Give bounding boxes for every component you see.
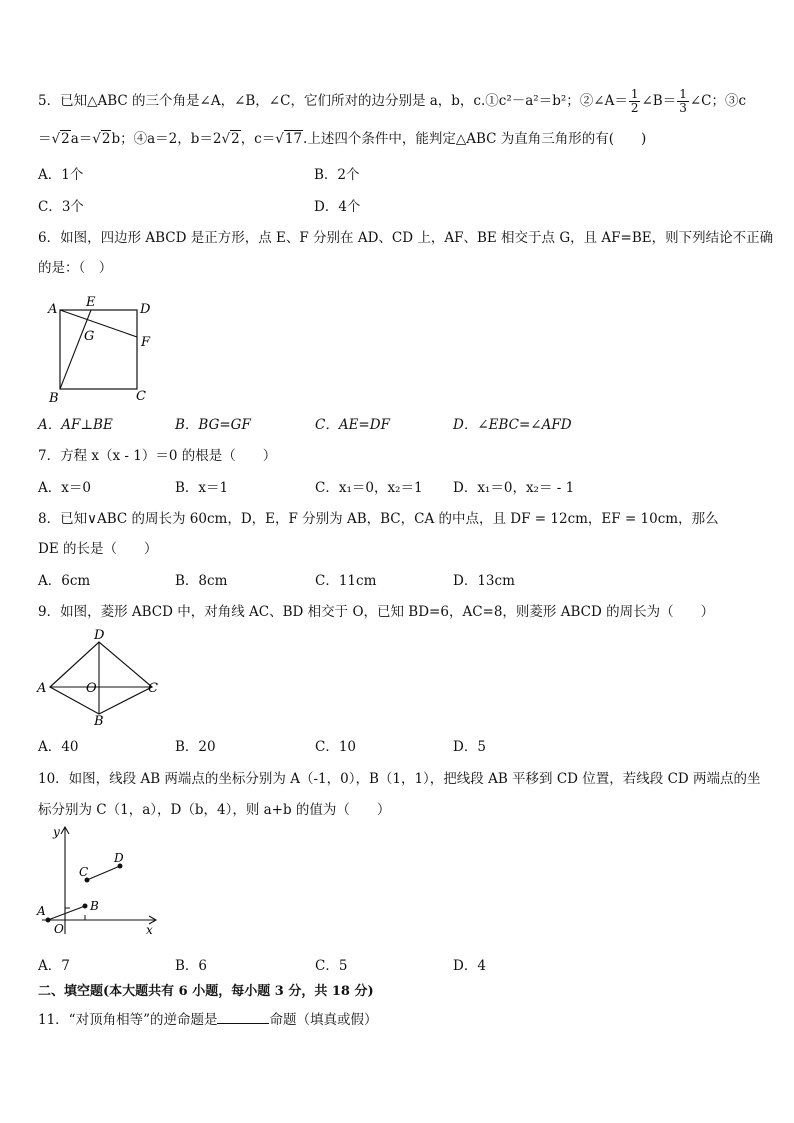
answer-blank[interactable] bbox=[217, 1009, 269, 1024]
q5-option-d[interactable]: D．4个 bbox=[314, 199, 361, 215]
q7-option-d[interactable]: D．x₁＝0，x₂＝ - 1 bbox=[453, 480, 575, 496]
q7-option-a[interactable]: A．x＝0 bbox=[38, 480, 91, 496]
q10-option-c[interactable]: C．5 bbox=[315, 958, 348, 974]
sqrt-symbol: √17 bbox=[275, 131, 303, 147]
q10-line1: 10．如图，线段 AB 两端点的坐标分别为 A（-1，0），B（1，1），把线段 AB 平移到 CD 位置，若线段 CD 两端点的坐 bbox=[38, 771, 761, 787]
q8-option-c[interactable]: C．11cm bbox=[315, 573, 377, 589]
q6-option-b[interactable]: B．BG=GF bbox=[175, 417, 251, 433]
coordinate-figure bbox=[34, 822, 164, 942]
q5-text: ∠B＝ bbox=[641, 93, 677, 109]
label-e: E bbox=[86, 295, 96, 310]
label-c: C bbox=[148, 681, 158, 696]
q8-option-a[interactable]: A．6cm bbox=[38, 573, 91, 589]
q5-option-a[interactable]: A．1个 bbox=[38, 167, 84, 183]
segment-cd bbox=[87, 866, 120, 880]
label-x: x bbox=[146, 923, 153, 937]
q5-text: a＝ bbox=[70, 131, 93, 147]
q5-option-c[interactable]: C．3个 bbox=[38, 199, 84, 215]
q7-line1: 7．方程 x（x - 1）＝0 的根是（ ） bbox=[38, 448, 277, 464]
q9-option-a[interactable]: A．40 bbox=[38, 739, 79, 755]
label-a: A bbox=[48, 302, 58, 317]
label-c: C bbox=[79, 865, 89, 879]
q7-option-c[interactable]: C．x₁＝0，x₂＝1 bbox=[315, 480, 423, 496]
q8-option-d[interactable]: D．13cm bbox=[453, 573, 515, 589]
frac-den: 3 bbox=[679, 101, 687, 115]
label-b: B bbox=[49, 391, 59, 406]
fraction-half bbox=[629, 88, 641, 115]
q5-text: .上述四个条件中，能判定△ABC 为直角三角形的有( ) bbox=[303, 131, 647, 147]
q10-option-a[interactable]: A．7 bbox=[38, 958, 70, 974]
q5-text: ＝ bbox=[38, 131, 52, 147]
sqrt-symbol: √2 bbox=[51, 131, 70, 147]
q11-text: 命题（填真或假） bbox=[269, 1012, 378, 1028]
label-d: D bbox=[94, 628, 105, 643]
frac-num: 1 bbox=[679, 87, 687, 101]
q9-line1: 9．如图，菱形 ABCD 中，对角线 AC、BD 相交于 O，已知 BD=6，AC=8，则菱形 ABCD 的周长为（ ） bbox=[38, 604, 715, 620]
label-o: O bbox=[86, 681, 97, 696]
q7-option-b[interactable]: B．x＝1 bbox=[175, 480, 229, 496]
square-abcd bbox=[60, 310, 137, 389]
segment-be bbox=[60, 310, 91, 389]
radicand: 2 bbox=[231, 131, 240, 147]
q8-line2: DE 的长是（ ） bbox=[38, 541, 158, 557]
radicand: 17 bbox=[284, 131, 303, 147]
q9-option-c[interactable]: C．10 bbox=[315, 739, 357, 755]
frac-num: 1 bbox=[630, 87, 639, 101]
point-a bbox=[46, 918, 51, 923]
square-figure bbox=[40, 292, 170, 407]
q5-text: ∠C；③c bbox=[689, 93, 747, 109]
q9-option-d[interactable]: D．5 bbox=[453, 739, 486, 755]
q10-option-d[interactable]: D．4 bbox=[453, 958, 486, 974]
label-g: G bbox=[84, 329, 95, 344]
label-c: C bbox=[136, 389, 146, 404]
rhombus-figure bbox=[34, 626, 164, 730]
q8-line1: 8．已知∨ABC 的周长为 60cm，D，E，F 分别为 AB，BC，CA 的中点，且 DF = 12cm，EF = 10cm，那么 bbox=[38, 511, 719, 527]
q6-line1: 6．如图，四边形 ABCD 是正方形，点 E、F 分别在 AD、CD 上，AF、BE 相交于点 G，且 AF=BE，则下列结论不正确 bbox=[38, 230, 774, 246]
q5-text: ，c＝ bbox=[240, 131, 276, 147]
section-heading: 二、填空题(本大题共有 6 小题，每小题 3 分，共 18 分) bbox=[38, 984, 374, 999]
q11-text: 11．“对顶角相等”的逆命题是 bbox=[38, 1012, 218, 1028]
rhombus-abcd bbox=[50, 642, 152, 714]
frac-den: 2 bbox=[630, 101, 639, 115]
label-y: y bbox=[53, 825, 60, 839]
label-o: O bbox=[54, 922, 64, 936]
fraction-third bbox=[677, 88, 689, 115]
q6-line2: 的是：（ ） bbox=[38, 260, 113, 276]
q8-option-b[interactable]: B．8cm bbox=[175, 573, 228, 589]
sqrt-symbol: √2 bbox=[221, 131, 240, 147]
q10-option-b[interactable]: B．6 bbox=[175, 958, 208, 974]
radicand: 2 bbox=[101, 131, 111, 147]
point-b bbox=[83, 904, 88, 909]
q6-option-a[interactable]: A．AF⊥BE bbox=[38, 417, 113, 433]
label-b: B bbox=[90, 899, 99, 913]
q6-option-d[interactable]: D．∠EBC=∠AFD bbox=[453, 417, 572, 433]
label-d: D bbox=[114, 851, 124, 865]
q5-line2 bbox=[38, 130, 646, 148]
q11-line1 bbox=[38, 1009, 377, 1029]
q5-text: 5．已知△ABC 的三个角是∠A，∠B，∠C，它们所对的边分别是 a，b，c.①c²－a²＝b²；②∠A＝ bbox=[38, 93, 628, 109]
q5-line1 bbox=[38, 88, 746, 115]
label-a: A bbox=[37, 904, 46, 918]
label-b: B bbox=[94, 714, 104, 729]
q9-option-b[interactable]: B．20 bbox=[175, 739, 216, 755]
q6-option-c[interactable]: C．AE=DF bbox=[315, 417, 390, 433]
q5-text: b；④a＝2，b＝2 bbox=[111, 131, 222, 147]
label-a: A bbox=[37, 681, 47, 696]
label-f: F bbox=[141, 335, 151, 350]
sqrt-symbol: √2 bbox=[92, 131, 111, 147]
label-d: D bbox=[140, 302, 151, 317]
q5-option-b[interactable]: B．2个 bbox=[314, 167, 360, 183]
segment-af bbox=[60, 310, 137, 337]
q10-line2: 标分别为 C（1，a），D（b，4），则 a+b 的值为（ ） bbox=[38, 802, 391, 818]
radicand: 2 bbox=[61, 131, 70, 147]
